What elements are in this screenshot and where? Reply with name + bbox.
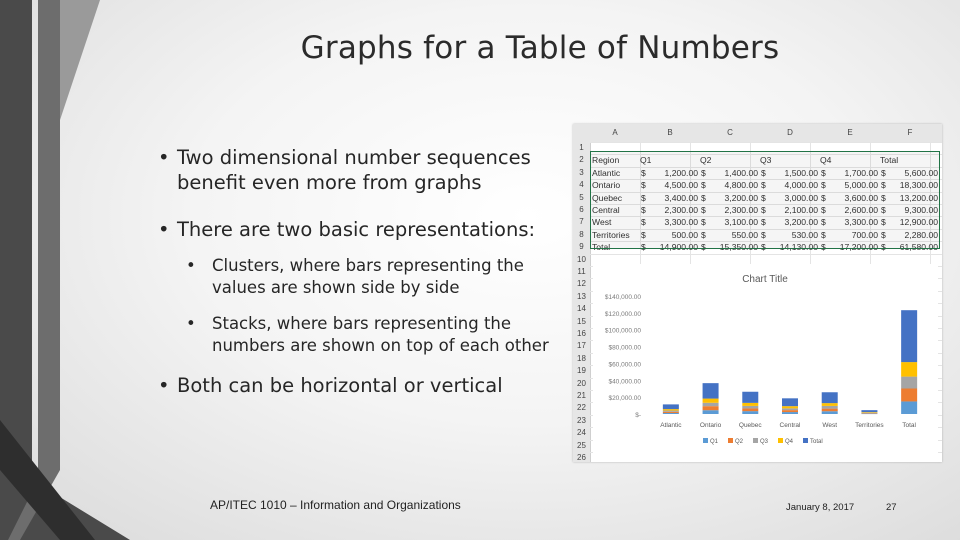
table-cell[interactable]: 3,000.00 [784,192,818,203]
table-cell[interactable]: Region [592,155,620,166]
bar-segment-q3 [663,411,679,412]
bullet-icon: • [158,146,170,169]
table-cell[interactable]: $ [701,167,706,178]
table-cell[interactable]: 3,400.00 [664,192,698,203]
table-cell[interactable]: $ [821,192,826,203]
x-tick-label: Territories [855,422,884,429]
column-header-D[interactable]: D [787,128,793,137]
table-cell[interactable]: $ [761,229,766,240]
row-header[interactable]: 19 [577,366,586,376]
bar-segment-total [663,404,679,409]
bar-segment-q1 [901,401,917,414]
legend-swatch [778,438,783,443]
bar-segment-q3 [861,413,877,414]
row-header[interactable]: 14 [577,304,586,314]
y-tick-label: $120,000.00 [604,310,641,318]
table-cell[interactable]: 1,400.00 [724,167,758,178]
legend-label: Total [810,439,823,445]
table-cell[interactable]: Ontario [592,180,621,191]
table-cell[interactable]: $ [641,242,646,253]
table-cell[interactable]: 5,000.00 [844,180,878,191]
row-header[interactable]: 18 [577,353,586,363]
bullet-icon: • [158,374,170,397]
footer-date: January 8, 2017 [786,502,855,513]
table-cell[interactable]: $ [881,205,886,215]
table-cell[interactable]: $ [881,167,886,178]
table-cell[interactable]: $ [821,205,826,215]
row-header[interactable]: 17 [577,341,586,351]
row-header[interactable]: 1 [579,143,584,152]
x-tick-label: Total [902,422,917,429]
table-cell[interactable]: 3,200.00 [784,217,818,228]
table-cell[interactable]: $ [701,217,706,228]
bar-segment-total [742,392,758,403]
bar-segment-q2 [663,412,679,413]
table-cell[interactable]: $ [701,242,706,253]
table-cell[interactable]: Q1 [640,155,652,166]
row-header[interactable]: 24 [577,428,586,438]
row-header[interactable]: 13 [577,291,586,301]
table-cell[interactable]: $ [641,217,646,228]
decorative-side-bars [0,0,130,540]
stacked-bar-chart [593,264,938,462]
table-cell[interactable]: $ [641,229,646,240]
table-cell[interactable]: Q4 [820,155,832,166]
bar-segment-q2 [782,410,798,412]
bullet-text: Two dimensional number sequences benefit even more from graphs [177,146,531,194]
table-cell[interactable]: 14,900.00 [659,242,698,253]
table-cell[interactable]: 500.00 [671,229,698,240]
x-tick-label: Central [779,422,801,429]
grid-line [590,254,942,255]
bar-segment-q1 [861,414,877,415]
table-cell[interactable]: $ [821,180,826,191]
row-header[interactable]: 6 [579,205,584,214]
table-cell[interactable]: 2,600.00 [844,205,878,215]
row-header[interactable]: 26 [577,453,586,462]
grid-line [590,142,942,143]
table-cell[interactable]: 1,500.00 [784,167,818,178]
column-header-E[interactable]: E [847,128,853,137]
legend-swatch [728,438,733,443]
table-cell[interactable]: 4,800.00 [724,180,758,191]
table-cell[interactable]: $ [761,205,766,215]
table-cell[interactable]: $ [881,180,886,191]
row-header[interactable]: 8 [579,229,584,239]
bar-segment-q4 [861,412,877,413]
table-cell[interactable]: $ [641,180,646,191]
table-cell[interactable]: 2,100.00 [784,205,818,215]
table-cell[interactable]: 5,600.00 [904,167,938,178]
table-cell[interactable]: Q3 [760,155,772,166]
table-cell[interactable]: 3,300.00 [664,217,698,228]
legend-label: Q4 [785,439,794,445]
legend-label: Q1 [710,439,719,445]
table-cell[interactable]: $ [821,217,826,228]
table-cell[interactable]: 4,000.00 [784,180,818,191]
y-tick-label: $60,000.00 [608,361,641,369]
column-header-A[interactable]: A [612,128,618,137]
table-cell[interactable]: 1,200.00 [664,167,698,178]
table-cell[interactable]: 13,200.00 [899,192,938,203]
row-header[interactable]: 21 [577,391,586,400]
row-header[interactable]: 25 [577,440,586,450]
table-cell[interactable]: $ [761,180,766,191]
table-cell[interactable]: 700.00 [851,229,878,240]
bar-segment-q2 [703,406,719,410]
bullet-icon: • [158,218,170,241]
table-cell[interactable]: 3,300.00 [844,217,878,228]
sub-bullet-item [186,313,556,357]
bar-segment-q3 [822,406,838,409]
table-cell[interactable]: $ [641,167,646,178]
y-tick-label: $100,000.00 [604,327,641,335]
bar-segment-total [782,398,798,406]
row-header[interactable]: 23 [577,415,586,425]
table-cell[interactable]: 18,300.00 [899,180,938,191]
table-cell[interactable]: 3,200.00 [724,192,758,203]
table-cell[interactable]: $ [641,205,646,215]
legend-swatch [753,438,758,443]
table-cell[interactable]: 2,300.00 [724,205,758,215]
y-tick-label: $80,000.00 [608,344,641,352]
bar-segment-q4 [742,403,758,406]
table-cell[interactable]: 3,100.00 [724,217,758,228]
column-header-bar [573,124,942,143]
bullet-text: There are two basic representations: [177,218,536,241]
legend-swatch [803,438,808,443]
bar-segment-q1 [822,411,838,414]
row-header[interactable]: 20 [577,378,586,388]
table-cell[interactable]: Central [592,205,620,215]
chart-title: Chart Title [742,274,788,285]
row-header[interactable]: 5 [579,192,584,202]
table-cell[interactable]: Total [880,155,899,166]
row-header[interactable]: 22 [577,403,586,413]
bar-segment-q4 [663,409,679,410]
slide-title: Graphs for a Table of Numbers [300,30,780,66]
table-cell[interactable]: $ [761,242,766,253]
column-header-C[interactable]: C [727,128,733,137]
table-cell[interactable]: 2,280.00 [904,229,938,240]
table-cell[interactable]: $ [701,192,706,203]
row-header[interactable]: 3 [579,167,584,177]
column-header-F[interactable]: F [907,128,913,137]
row-header[interactable]: 11 [577,267,586,276]
y-tick-label: $40,000.00 [608,378,641,386]
spreadsheet-screenshot [573,124,942,462]
bar-segment-total [901,310,917,362]
table-cell[interactable]: $ [881,229,886,240]
table-cell[interactable]: Quebec [592,192,623,203]
table-cell[interactable]: $ [761,167,766,178]
table-cell[interactable]: 61,580.00 [899,242,938,253]
chart-background [593,264,938,462]
bullet-item [158,145,568,195]
y-tick-label: $20,000.00 [608,395,641,403]
bar-segment-q3 [782,408,798,410]
table-cell[interactable]: 14,130.00 [779,242,818,253]
table-cell[interactable]: 1,700.00 [844,167,878,178]
table-cell[interactable]: $ [881,242,886,253]
table-cell[interactable]: West [592,217,612,228]
bar-segment-q1 [782,412,798,414]
row-header[interactable]: 9 [579,242,584,252]
bar-segment-q1 [742,411,758,414]
table-cell[interactable]: 17,200.00 [839,242,878,253]
legend-label: Q2 [735,439,744,445]
table-cell[interactable]: Atlantic [592,167,621,178]
row-header[interactable]: 4 [579,180,584,190]
bar-segment-q3 [901,377,917,389]
bar-segment-q1 [703,410,719,414]
table-cell[interactable]: $ [761,192,766,203]
bar-segment-q4 [703,399,719,403]
table-cell[interactable]: $ [881,217,886,228]
y-tick-label: $- [635,412,641,419]
selection-range [590,151,940,249]
table-cell[interactable]: 2,300.00 [664,205,698,215]
legend-swatch [703,438,708,443]
table-cell[interactable]: $ [701,180,706,191]
row-header[interactable]: 15 [577,316,586,326]
bullet-item [158,373,503,398]
sub-bullet-text: Stacks, where bars representing the numbers are shown on top of each other [212,314,549,355]
bullet-item [158,217,535,242]
x-tick-label: Ontario [699,422,722,429]
bar-segment-q2 [822,409,838,412]
slide-number: 27 [886,502,897,513]
table-cell[interactable]: $ [821,229,826,240]
x-tick-label: Atlantic [660,422,682,429]
footer-course: AP/ITEC 1010 – Information and Organizations [210,498,461,512]
row-header[interactable]: 16 [577,329,586,338]
bullet-text: Both can be horizontal or vertical [177,374,503,397]
table-cell[interactable]: Total [592,242,611,253]
x-tick-label: West [822,422,838,429]
row-header[interactable]: 7 [579,217,584,227]
table-cell[interactable]: 4,500.00 [664,180,698,191]
table-cell[interactable]: 15,350.00 [719,242,758,253]
bar-segment-q2 [861,413,877,414]
bar-segment-q3 [703,403,719,406]
y-tick-label: $140,000.00 [604,294,641,301]
bar-segment-total [703,383,719,398]
row-header[interactable]: 2 [579,155,584,165]
row-header[interactable]: 10 [577,254,586,264]
sub-bullet-text: Clusters, where bars representing the values are shown side by side [212,256,524,297]
table-cell[interactable]: $ [881,192,886,203]
bar-segment-q1 [663,413,679,414]
table-cell[interactable]: 12,900.00 [899,217,938,228]
table-cell[interactable]: 3,600.00 [844,192,878,203]
legend-label: Q3 [760,439,769,445]
bullet-icon: • [186,314,196,333]
bar-segment-total [822,392,838,403]
bullet-icon: • [186,256,196,275]
bar-segment-q4 [782,406,798,408]
bar-segment-q2 [742,408,758,411]
x-tick-label: Quebec [738,422,762,429]
table-cell[interactable]: $ [821,242,826,253]
table-cell[interactable]: Q2 [700,155,712,166]
table-cell[interactable]: $ [761,217,766,228]
sub-bullet-item [186,255,556,299]
table-cell[interactable]: Territories [592,229,630,240]
bar-segment-total [861,410,877,412]
table-cell[interactable]: 530.00 [791,229,818,240]
row-header[interactable]: 12 [577,279,586,289]
bar-segment-q2 [901,389,917,402]
table-cell[interactable]: $ [701,205,706,215]
bar-segment-q4 [901,362,917,376]
table-cell[interactable]: $ [821,167,826,178]
bar-segment-q3 [742,406,758,409]
bar-segment-q4 [822,403,838,406]
row-header-bar [573,142,591,462]
column-header-B[interactable]: B [667,128,673,137]
table-cell[interactable]: $ [701,229,706,240]
table-cell[interactable]: 550.00 [731,229,758,240]
table-cell[interactable]: 9,300.00 [904,205,938,215]
table-cell[interactable]: $ [641,192,646,203]
